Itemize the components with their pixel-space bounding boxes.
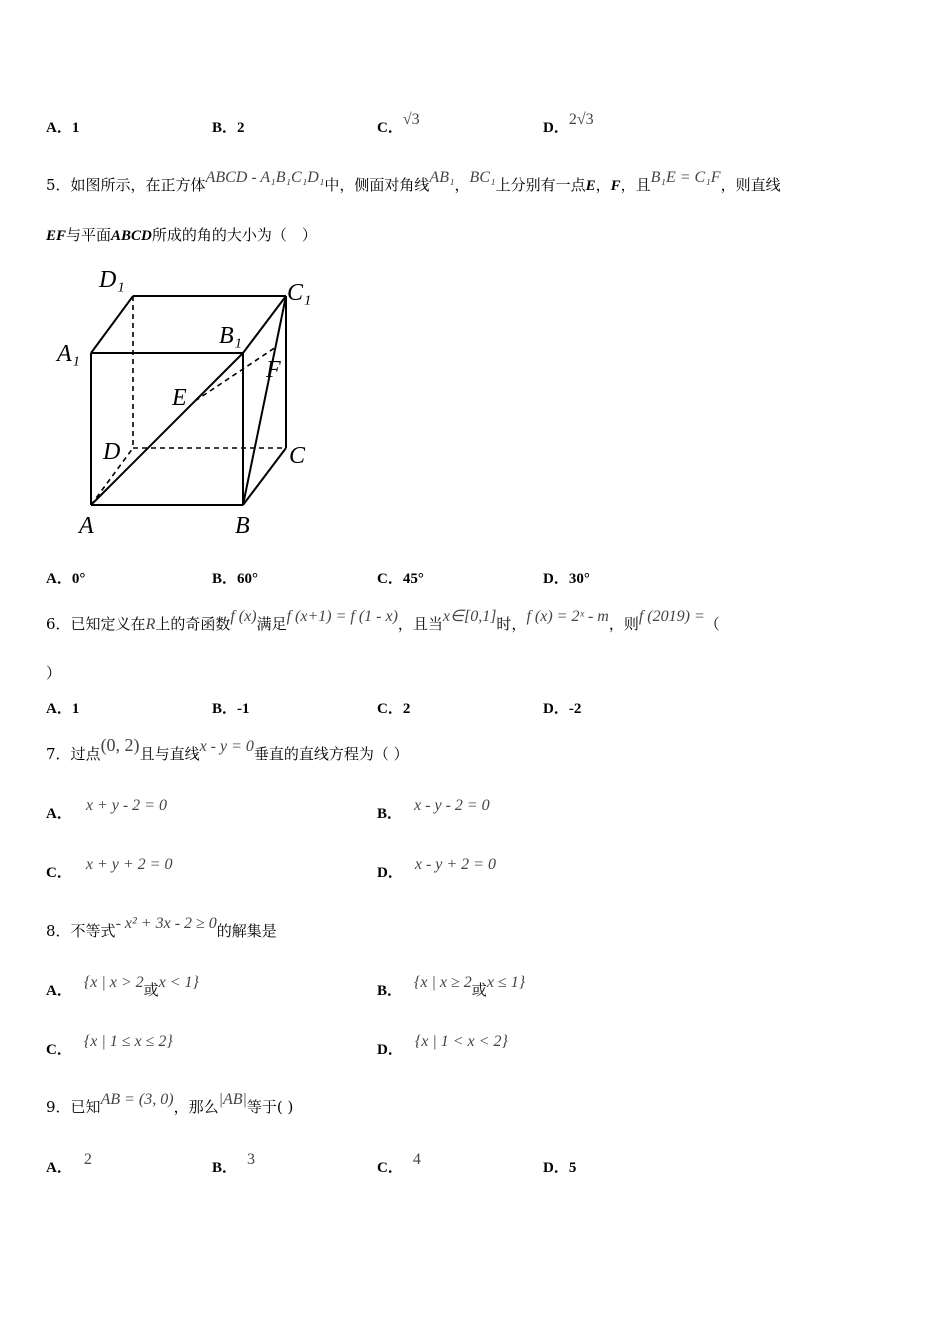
label-e: E (172, 385, 187, 411)
q6-text: ，且当 (397, 615, 443, 633)
option-value: {x | x > 2 (83, 974, 144, 991)
label-b1: B₁ (219, 323, 243, 349)
option-value: {x | 1 ≤ x ≤ 2} (83, 1033, 173, 1050)
option-value: x - y + 2 = 0 (414, 856, 496, 873)
question-number: 9． (46, 1098, 71, 1116)
q6-text: 满足 (256, 615, 287, 633)
q4-option-a[interactable] (46, 116, 79, 137)
q6-option-b[interactable] (212, 697, 250, 718)
option-label: C． (377, 1160, 403, 1176)
option-label: B． (377, 983, 403, 999)
label-c: C (289, 443, 306, 469)
question-number: 6． (46, 615, 71, 633)
option-value: 60° (237, 571, 259, 587)
option-label: C． (377, 120, 403, 136)
q7-text: 过点 (70, 745, 101, 763)
option-label: A． (46, 571, 72, 587)
q8-text: 不等式 (70, 922, 116, 940)
q5-math-cube: ABCD - A₁B₁C₁D₁ (205, 169, 325, 186)
option-value: 2 (237, 120, 245, 136)
option-value: 5 (568, 1160, 577, 1176)
q9-stem (46, 1091, 294, 1117)
q9-option-b[interactable] (212, 1151, 256, 1177)
q5-math-bc1: BC₁ (469, 169, 496, 186)
option-value: 2 (83, 1151, 92, 1168)
option-value: x + y - 2 = 0 (85, 797, 167, 814)
q5-text: 所成的角的大小为（ ） (151, 226, 317, 244)
q9-option-a[interactable] (46, 1151, 92, 1177)
option-value: x + y + 2 = 0 (85, 856, 173, 873)
q6-math: f (x+1) = f (1 - x) (286, 608, 398, 625)
q8-option-c[interactable] (46, 1033, 173, 1059)
q5-stem-line1 (46, 169, 781, 195)
option-label: B． (212, 1160, 238, 1176)
q6-math: f (2019) = (638, 608, 705, 625)
option-value: 30° (568, 571, 590, 587)
option-label: D． (543, 120, 569, 136)
q8-text: 的解集是 (216, 922, 277, 940)
q5-option-a[interactable] (46, 567, 85, 588)
q7-math: x - y = 0 (199, 738, 254, 755)
q9-math: |AB| (218, 1091, 247, 1108)
q6-option-a[interactable] (46, 697, 79, 718)
q6-math: R (145, 616, 156, 633)
option-label: C． (377, 571, 403, 587)
q7-text: 垂直的直线方程为（ ） (253, 745, 409, 763)
option-label: B． (212, 120, 238, 136)
label-b: B (235, 513, 250, 539)
q4-option-d[interactable] (543, 111, 594, 137)
q6-text: ，则 (608, 615, 639, 633)
option-value: 2 (402, 701, 411, 717)
q6-option-d[interactable] (543, 697, 581, 718)
option-label: B． (212, 701, 238, 717)
option-value: √3 (402, 111, 420, 128)
q8-math: - x² + 3x - 2 ≥ 0 (115, 915, 217, 932)
option-value: {x | 1 < x < 2} (414, 1033, 508, 1050)
option-label: A． (46, 983, 72, 999)
q5-text: ，且 (620, 176, 651, 194)
q5-math-eq: B₁E = C₁F (650, 169, 721, 186)
option-value: 2√3 (568, 111, 594, 128)
q5-option-c[interactable] (377, 567, 424, 588)
q6-option-c[interactable] (377, 697, 410, 718)
question-number: 7． (46, 745, 71, 763)
q5-plane: ABCD (111, 228, 152, 244)
option-label: C． (46, 865, 72, 881)
q5-stem-line2 (46, 224, 317, 245)
q9-text: 等于( ) (246, 1098, 294, 1116)
q8-option-b[interactable] (377, 974, 526, 1000)
option-label: A． (46, 120, 72, 136)
q6-math: f (x) = 2ˣ - m (526, 608, 609, 625)
option-value: -2 (568, 701, 582, 717)
question-number: 5． (46, 176, 71, 194)
option-value: x ≤ 1} (486, 974, 526, 991)
q7-option-a[interactable] (46, 797, 167, 823)
q8-option-a[interactable] (46, 974, 199, 1000)
label-c1: C₁ (287, 280, 312, 306)
q7-option-c[interactable] (46, 856, 173, 882)
option-label: D． (377, 1042, 403, 1058)
option-value: x - y - 2 = 0 (414, 797, 490, 814)
q5-text: ， (454, 176, 470, 194)
q5-option-b[interactable] (212, 567, 258, 588)
q5-text: 如图所示，在正方体 (70, 176, 206, 194)
q5-option-d[interactable] (543, 567, 590, 588)
q8-stem (46, 915, 277, 941)
option-or: 或 (143, 981, 159, 999)
q4-option-c[interactable] (377, 111, 420, 137)
option-value: 45° (402, 571, 424, 587)
q6-text: ） (46, 664, 62, 682)
q6-text: 上的奇函数 (155, 615, 231, 633)
q5-text: 与平面 (66, 226, 112, 244)
q9-option-d[interactable] (543, 1156, 576, 1177)
option-label: D． (543, 571, 569, 587)
option-value: 4 (412, 1151, 421, 1168)
q7-option-d[interactable] (377, 856, 496, 882)
q7-option-b[interactable] (377, 797, 490, 823)
q7-stem (46, 735, 409, 764)
option-label: C． (46, 1042, 72, 1058)
label-a: A (79, 513, 94, 539)
option-label: C． (377, 701, 403, 717)
option-label: D． (377, 865, 403, 881)
q9-option-c[interactable] (377, 1151, 421, 1177)
option-label: B． (377, 806, 403, 822)
option-value: -1 (237, 701, 250, 717)
q9-text: 已知 (70, 1098, 101, 1116)
option-label: D． (543, 1160, 569, 1176)
q6-text: 已知定义在 (70, 615, 146, 633)
q6-stem-line1 (46, 608, 720, 634)
q6-math: f (x) (230, 608, 257, 625)
q9-math: AB = (3, 0) (100, 1091, 174, 1108)
q9-text: ，那么 (173, 1098, 219, 1116)
option-value: 1 (71, 120, 80, 136)
option-value: 3 (247, 1151, 256, 1168)
option-value: x < 1} (158, 974, 199, 991)
question-number: 8． (46, 922, 71, 940)
option-label: A． (46, 1160, 72, 1176)
q6-math: x∈[0,1] (442, 608, 497, 625)
q6-text: （ (704, 615, 720, 633)
q7-text: 且与直线 (139, 745, 200, 763)
option-label: A． (46, 806, 72, 822)
q5-point-e: E (585, 178, 596, 194)
label-d: D (103, 439, 121, 465)
q5-math-ab1: AB₁ (429, 169, 455, 186)
label-f: F (266, 357, 281, 383)
option-value: {x | x ≥ 2 (414, 974, 472, 991)
q6-stem-line2 (46, 662, 61, 683)
q5-point-f: F (610, 178, 621, 194)
q5-text: 中，侧面对角线 (324, 176, 430, 194)
q7-math: (0, 2) (100, 735, 140, 755)
q8-option-d[interactable] (377, 1033, 508, 1059)
option-or: 或 (471, 981, 487, 999)
q6-text: 时， (496, 615, 527, 633)
option-label: A． (46, 701, 72, 717)
option-label: D． (543, 701, 569, 717)
label-a1: A₁ (57, 341, 81, 367)
option-value: 0° (71, 571, 86, 587)
option-value: 1 (71, 701, 80, 717)
label-d1: D₁ (99, 267, 125, 293)
q4-option-b[interactable] (212, 116, 245, 137)
option-label: B． (212, 571, 238, 587)
q5-text: ，则直线 (720, 176, 781, 194)
q5-text: ， (595, 176, 611, 194)
cube-figure (55, 265, 325, 540)
q5-line-ef: EF (46, 228, 67, 244)
q5-text: 上分别有一点 (495, 176, 586, 194)
